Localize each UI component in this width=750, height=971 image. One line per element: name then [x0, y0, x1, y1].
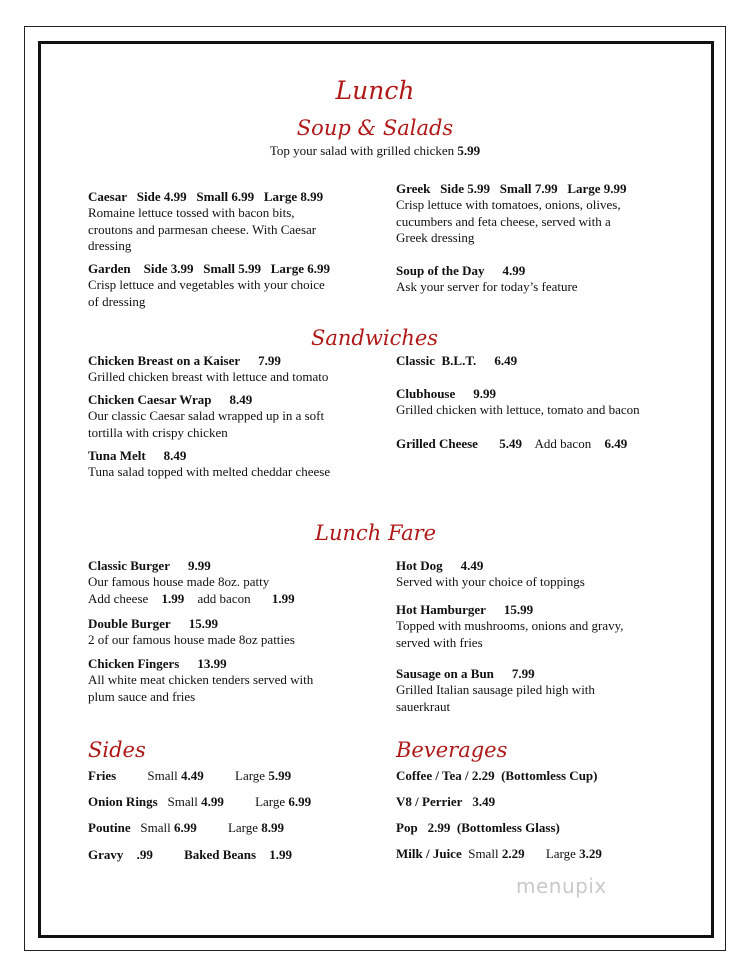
v8-perrier-item: V8 / Perrier 3.49	[396, 794, 496, 809]
pop-item: Pop 2.99 (Bottomless Glass)	[396, 820, 560, 835]
coffee-tea-item: Coffee / Tea / 2.29 (Bottomless Cup)	[396, 768, 598, 783]
caesar-description: Romaine lettuce tossed with bacon bits, croutons and parmesan cheese. With Caesar dressing	[88, 205, 317, 253]
milk-juice-item: Milk / Juice Small 2.29 Large 3.29	[396, 846, 602, 861]
tuna-item: Tuna Melt 8.49 Tuna salad topped with melted cheddar cheese	[88, 448, 331, 479]
blt-item: Classic B.L.T. 6.49	[396, 353, 518, 368]
soup-item: Soup of the Day 4.99 Ask your server for today’s feature	[396, 263, 578, 294]
salad-chicken-note: Top your salad with grilled chicken 5.99	[269, 143, 481, 158]
sides-heading: Sides	[88, 738, 146, 762]
onion-rings-item: Onion Rings Small 4.99 Large 6.99	[88, 794, 312, 809]
wrap-item: Chicken Caesar Wrap 8.49 Our classic Caesar salad wrapped up in a soft tortilla with crispy chicken	[88, 392, 325, 440]
lunch-fare-heading: Lunch Fare	[315, 521, 437, 545]
hot-dog-item: Hot Dog 4.49 Served with your choice of toppings	[396, 558, 585, 589]
menupix-watermark: menupix	[516, 874, 607, 898]
sausage-item: Sausage on a Bun 7.99 Grilled Italian sausage piled high with sauerkraut	[396, 666, 595, 714]
sandwiches-heading: Sandwiches	[311, 326, 439, 350]
garden-item: Garden Side 3.99 Small 5.99 Large 6.99 Crisp lettuce and vegetables with your choice of dressing	[88, 261, 378, 310]
gravy-beans-item: Gravy .99 Baked Beans 1.99	[88, 847, 293, 862]
classic-burger-item: Classic Burger 9.99 Our famous house made 8oz. patty Add cheese 1.99 add bacon 1.99	[88, 558, 295, 606]
caesar-name: Caesar	[88, 189, 127, 204]
greek-item: Greek Side 5.99 Small 7.99 Large 9.99 Crisp lettuce with tomatoes, onions, olives, cucumbers and feta cheese, served with a Greek dressing	[396, 181, 696, 247]
caesar-item: Caesar Side 4.99 Small 6.99 Large 8.99 Romaine lettuce tossed with bacon bits, croutons and parmesan cheese. With Caesar dressing	[88, 189, 378, 255]
greek-description: Crisp lettuce with tomatoes, onions, olives, cucumbers and feta cheese, served with a Greek dressing	[396, 197, 621, 245]
menu-title: Lunch	[335, 76, 415, 105]
kaiser-item: Chicken Breast on a Kaiser 7.99 Grilled chicken breast with lettuce and tomato	[88, 353, 329, 384]
grilled-cheese-item: Grilled Cheese 5.49 Add bacon 6.49	[396, 436, 628, 451]
garden-description: Crisp lettuce and vegetables with your choice of dressing	[88, 277, 325, 309]
hot-hamburger-item: Hot Hamburger 15.99 Topped with mushrooms, onions and gravy, served with fries	[396, 602, 624, 650]
soup-salads-heading: Soup & Salads	[296, 116, 454, 140]
clubhouse-item: Clubhouse 9.99 Grilled chicken with lettuce, tomato and bacon	[396, 386, 640, 417]
fries-item: Fries Small 4.49 Large 5.99	[88, 768, 292, 783]
double-burger-item: Double Burger 15.99 2 of our famous house made 8oz patties	[88, 616, 295, 647]
poutine-item: Poutine Small 6.99 Large 8.99	[88, 820, 285, 835]
chicken-fingers-item: Chicken Fingers 13.99 All white meat chicken tenders served with plum sauce and fries	[88, 656, 314, 704]
beverages-heading: Beverages	[396, 738, 508, 762]
